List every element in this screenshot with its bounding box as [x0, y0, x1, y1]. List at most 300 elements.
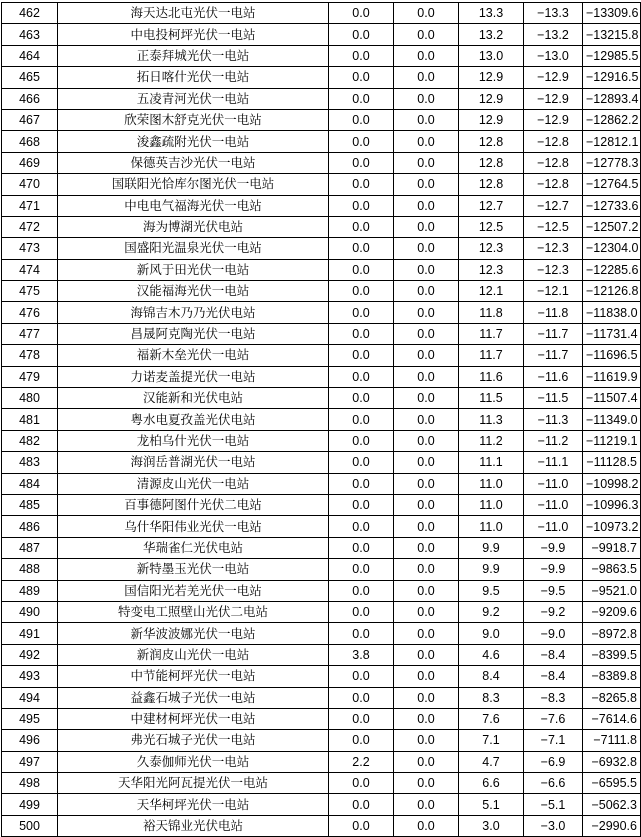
- value-4: −11.0: [524, 494, 583, 515]
- value-5: −12985.5: [583, 45, 641, 66]
- table-row: [2, 708, 641, 729]
- value-2: 0.0: [394, 195, 459, 216]
- table-row: [2, 730, 641, 751]
- value-5: −9918.7: [583, 537, 641, 558]
- value-5: −9521.0: [583, 580, 641, 601]
- row-index: 483: [2, 452, 58, 473]
- value-5: −11731.4: [583, 323, 641, 344]
- table-row: [2, 751, 641, 772]
- value-5: −12916.5: [583, 67, 641, 88]
- value-3: 11.0: [459, 473, 524, 494]
- value-5: −12285.6: [583, 259, 641, 280]
- value-4: −11.1: [524, 452, 583, 473]
- value-3: 11.6: [459, 366, 524, 387]
- value-5: −11507.4: [583, 388, 641, 409]
- table-row: [2, 45, 641, 66]
- value-1: 0.0: [329, 131, 394, 152]
- value-4: −11.5: [524, 388, 583, 409]
- value-3: 8.4: [459, 666, 524, 687]
- value-5: −7614.6: [583, 708, 641, 729]
- value-5: −11838.0: [583, 302, 641, 323]
- value-2: 0.0: [394, 751, 459, 772]
- row-index: 497: [2, 751, 58, 772]
- station-name: 久泰伽师光伏一电站: [58, 751, 329, 772]
- value-5: −12893.4: [583, 88, 641, 109]
- table-row: [2, 152, 641, 173]
- table-row: [2, 473, 641, 494]
- value-2: 0.0: [394, 559, 459, 580]
- table-row: [2, 259, 641, 280]
- row-index: 488: [2, 559, 58, 580]
- value-4: −12.5: [524, 216, 583, 237]
- value-1: 0.0: [329, 195, 394, 216]
- value-4: −9.9: [524, 559, 583, 580]
- value-2: 0.0: [394, 345, 459, 366]
- value-3: 13.0: [459, 45, 524, 66]
- value-4: −13.2: [524, 24, 583, 45]
- row-index: 495: [2, 708, 58, 729]
- value-1: 0.0: [329, 109, 394, 130]
- station-name: 弗光石城子光伏一电站: [58, 730, 329, 751]
- value-4: −12.9: [524, 88, 583, 109]
- value-1: 0.0: [329, 45, 394, 66]
- table-row: [2, 3, 641, 24]
- table-row: [2, 815, 641, 836]
- station-name: 中电电气福海光伏一电站: [58, 195, 329, 216]
- table-row: [2, 281, 641, 302]
- station-name: 国联阳光恰库尔图光伏一电站: [58, 174, 329, 195]
- value-1: 0.0: [329, 452, 394, 473]
- table-row: [2, 24, 641, 45]
- value-1: 0.0: [329, 302, 394, 323]
- value-2: 0.0: [394, 3, 459, 24]
- table-row: [2, 773, 641, 794]
- station-name: 拓日喀什光伏一电站: [58, 67, 329, 88]
- row-index: 476: [2, 302, 58, 323]
- value-4: −9.2: [524, 601, 583, 622]
- table-row: [2, 131, 641, 152]
- station-name: 乌什华阳伟业光伏一电站: [58, 516, 329, 537]
- row-index: 464: [2, 45, 58, 66]
- value-2: 0.0: [394, 815, 459, 836]
- value-1: 0.0: [329, 216, 394, 237]
- row-index: 466: [2, 88, 58, 109]
- value-4: −11.7: [524, 323, 583, 344]
- row-index: 484: [2, 473, 58, 494]
- value-1: 0.0: [329, 537, 394, 558]
- station-name: 天华柯坪光伏一电站: [58, 794, 329, 815]
- station-name: 海锦吉木乃乃光伏电站: [58, 302, 329, 323]
- value-3: 12.9: [459, 109, 524, 130]
- value-4: −12.1: [524, 281, 583, 302]
- value-3: 12.8: [459, 152, 524, 173]
- row-index: 469: [2, 152, 58, 173]
- value-4: −6.9: [524, 751, 583, 772]
- value-1: 3.8: [329, 644, 394, 665]
- value-4: −12.9: [524, 109, 583, 130]
- row-index: 462: [2, 3, 58, 24]
- value-2: 0.0: [394, 494, 459, 515]
- row-index: 471: [2, 195, 58, 216]
- station-name: 浚鑫疏附光伏一电站: [58, 131, 329, 152]
- row-index: 465: [2, 67, 58, 88]
- row-index: 499: [2, 794, 58, 815]
- station-name: 华瑞雀仁光伏电站: [58, 537, 329, 558]
- value-4: −11.0: [524, 473, 583, 494]
- station-name: 中电投柯坪光伏一电站: [58, 24, 329, 45]
- value-4: −11.2: [524, 430, 583, 451]
- row-index: 485: [2, 494, 58, 515]
- value-2: 0.0: [394, 644, 459, 665]
- station-name: 粤水电夏孜盖光伏电站: [58, 409, 329, 430]
- station-name: 力诺麦盖提光伏一电站: [58, 366, 329, 387]
- value-2: 0.0: [394, 773, 459, 794]
- value-2: 0.0: [394, 666, 459, 687]
- table-row: [2, 174, 641, 195]
- row-index: 494: [2, 687, 58, 708]
- value-3: 11.3: [459, 409, 524, 430]
- value-1: 0.0: [329, 773, 394, 794]
- value-1: 0.0: [329, 67, 394, 88]
- station-name: 新润皮山光伏一电站: [58, 644, 329, 665]
- value-1: 0.0: [329, 281, 394, 302]
- row-index: 492: [2, 644, 58, 665]
- station-name: 国盛阳光温泉光伏一电站: [58, 238, 329, 259]
- value-4: −8.4: [524, 644, 583, 665]
- row-index: 477: [2, 323, 58, 344]
- value-2: 0.0: [394, 687, 459, 708]
- value-2: 0.0: [394, 473, 459, 494]
- row-index: 480: [2, 388, 58, 409]
- value-5: −13215.8: [583, 24, 641, 45]
- value-4: −8.3: [524, 687, 583, 708]
- value-4: −6.6: [524, 773, 583, 794]
- value-4: −3.0: [524, 815, 583, 836]
- value-4: −11.8: [524, 302, 583, 323]
- table-row: [2, 109, 641, 130]
- row-index: 481: [2, 409, 58, 430]
- row-index: 490: [2, 601, 58, 622]
- value-2: 0.0: [394, 88, 459, 109]
- value-4: −7.1: [524, 730, 583, 751]
- value-5: −10973.2: [583, 516, 641, 537]
- station-name: 天华阳光阿瓦提光伏一电站: [58, 773, 329, 794]
- value-3: 9.2: [459, 601, 524, 622]
- value-5: −12304.0: [583, 238, 641, 259]
- value-5: −12812.1: [583, 131, 641, 152]
- value-2: 0.0: [394, 131, 459, 152]
- value-1: 0.0: [329, 3, 394, 24]
- value-5: −6932.8: [583, 751, 641, 772]
- table-row: [2, 88, 641, 109]
- table-row: [2, 323, 641, 344]
- table-row: [2, 516, 641, 537]
- value-2: 0.0: [394, 152, 459, 173]
- value-3: 11.7: [459, 345, 524, 366]
- value-1: 0.0: [329, 473, 394, 494]
- value-1: 0.0: [329, 815, 394, 836]
- value-5: −12126.8: [583, 281, 641, 302]
- value-4: −12.3: [524, 238, 583, 259]
- value-3: 12.3: [459, 259, 524, 280]
- value-1: 0.0: [329, 580, 394, 601]
- value-4: −5.1: [524, 794, 583, 815]
- value-3: 6.6: [459, 773, 524, 794]
- value-5: −12862.2: [583, 109, 641, 130]
- value-3: 4.6: [459, 644, 524, 665]
- value-2: 0.0: [394, 45, 459, 66]
- value-4: −11.0: [524, 516, 583, 537]
- value-5: −11619.9: [583, 366, 641, 387]
- value-4: −12.8: [524, 174, 583, 195]
- table-row: [2, 216, 641, 237]
- value-2: 0.0: [394, 323, 459, 344]
- table-row: [2, 559, 641, 580]
- value-4: −9.9: [524, 537, 583, 558]
- station-name: 五凌青河光伏一电站: [58, 88, 329, 109]
- row-index: 493: [2, 666, 58, 687]
- value-1: 0.0: [329, 708, 394, 729]
- value-1: 0.0: [329, 494, 394, 515]
- table-row: [2, 623, 641, 644]
- value-3: 12.7: [459, 195, 524, 216]
- value-1: 0.0: [329, 174, 394, 195]
- table-row: [2, 794, 641, 815]
- value-5: −12778.3: [583, 152, 641, 173]
- value-2: 0.0: [394, 730, 459, 751]
- value-2: 0.0: [394, 109, 459, 130]
- station-name: 新华波波娜光伏一电站: [58, 623, 329, 644]
- value-4: −13.3: [524, 3, 583, 24]
- value-2: 0.0: [394, 708, 459, 729]
- value-1: 0.0: [329, 430, 394, 451]
- value-1: 0.0: [329, 152, 394, 173]
- table-row: [2, 666, 641, 687]
- row-index: 467: [2, 109, 58, 130]
- value-2: 0.0: [394, 238, 459, 259]
- value-1: 0.0: [329, 388, 394, 409]
- station-name: 保德英吉沙光伏一电站: [58, 152, 329, 173]
- value-3: 12.9: [459, 67, 524, 88]
- value-3: 11.0: [459, 516, 524, 537]
- value-1: 0.0: [329, 559, 394, 580]
- value-2: 0.0: [394, 259, 459, 280]
- station-name: 清源皮山光伏一电站: [58, 473, 329, 494]
- row-index: 486: [2, 516, 58, 537]
- value-5: −2990.6: [583, 815, 641, 836]
- value-3: 11.7: [459, 323, 524, 344]
- value-4: −9.5: [524, 580, 583, 601]
- value-2: 0.0: [394, 24, 459, 45]
- value-2: 0.0: [394, 794, 459, 815]
- value-5: −11128.5: [583, 452, 641, 473]
- station-name: 昌晟阿克陶光伏一电站: [58, 323, 329, 344]
- table-row: [2, 494, 641, 515]
- station-name: 裕天锦业光伏电站: [58, 815, 329, 836]
- power-station-table: [1, 2, 641, 837]
- value-3: 11.5: [459, 388, 524, 409]
- table-row: [2, 452, 641, 473]
- value-2: 0.0: [394, 388, 459, 409]
- row-index: 479: [2, 366, 58, 387]
- station-name: 新特墨玉光伏一电站: [58, 559, 329, 580]
- table-row: [2, 687, 641, 708]
- value-1: 0.0: [329, 409, 394, 430]
- value-3: 12.3: [459, 238, 524, 259]
- value-2: 0.0: [394, 174, 459, 195]
- value-5: −7111.8: [583, 730, 641, 751]
- value-5: −8399.5: [583, 644, 641, 665]
- value-3: 5.1: [459, 794, 524, 815]
- value-3: 9.0: [459, 623, 524, 644]
- value-2: 0.0: [394, 537, 459, 558]
- row-index: 474: [2, 259, 58, 280]
- station-name: 国信阳光若羌光伏一电站: [58, 580, 329, 601]
- value-5: −8265.8: [583, 687, 641, 708]
- table-row: [2, 644, 641, 665]
- value-3: 8.3: [459, 687, 524, 708]
- value-3: 9.5: [459, 580, 524, 601]
- value-5: −12733.6: [583, 195, 641, 216]
- table-row: [2, 580, 641, 601]
- value-5: −5062.3: [583, 794, 641, 815]
- value-3: 9.9: [459, 559, 524, 580]
- value-3: 12.8: [459, 131, 524, 152]
- row-index: 475: [2, 281, 58, 302]
- value-5: −11349.0: [583, 409, 641, 430]
- table-row: [2, 366, 641, 387]
- station-name: 益鑫石城子光伏一电站: [58, 687, 329, 708]
- value-2: 0.0: [394, 302, 459, 323]
- row-index: 498: [2, 773, 58, 794]
- value-2: 0.0: [394, 580, 459, 601]
- value-3: 4.7: [459, 751, 524, 772]
- value-4: −7.6: [524, 708, 583, 729]
- value-4: −12.8: [524, 152, 583, 173]
- table-row: [2, 388, 641, 409]
- value-4: −12.7: [524, 195, 583, 216]
- value-2: 0.0: [394, 216, 459, 237]
- value-5: −11219.1: [583, 430, 641, 451]
- value-1: 0.0: [329, 366, 394, 387]
- value-5: −12507.2: [583, 216, 641, 237]
- value-3: 13.3: [459, 3, 524, 24]
- value-3: 11.8: [459, 302, 524, 323]
- value-3: 3.0: [459, 815, 524, 836]
- value-2: 0.0: [394, 281, 459, 302]
- station-name: 汉能福海光伏一电站: [58, 281, 329, 302]
- value-5: −9209.6: [583, 601, 641, 622]
- value-5: −6595.5: [583, 773, 641, 794]
- table-row: [2, 67, 641, 88]
- value-5: −12764.5: [583, 174, 641, 195]
- table-row: [2, 601, 641, 622]
- value-5: −10998.2: [583, 473, 641, 494]
- station-name: 欣荣图木舒克光伏一电站: [58, 109, 329, 130]
- value-3: 12.9: [459, 88, 524, 109]
- row-index: 500: [2, 815, 58, 836]
- row-index: 463: [2, 24, 58, 45]
- value-1: 0.0: [329, 323, 394, 344]
- station-name: 正泰拜城光伏一电站: [58, 45, 329, 66]
- value-2: 0.0: [394, 601, 459, 622]
- station-name: 龙柏乌什光伏一电站: [58, 430, 329, 451]
- value-3: 11.1: [459, 452, 524, 473]
- value-5: −11696.5: [583, 345, 641, 366]
- row-index: 473: [2, 238, 58, 259]
- value-4: −8.4: [524, 666, 583, 687]
- value-2: 0.0: [394, 366, 459, 387]
- value-3: 12.8: [459, 174, 524, 195]
- value-4: −11.7: [524, 345, 583, 366]
- station-name: 百事德阿图什光伏二电站: [58, 494, 329, 515]
- value-4: −13.0: [524, 45, 583, 66]
- value-2: 0.0: [394, 623, 459, 644]
- value-1: 0.0: [329, 601, 394, 622]
- value-5: −10996.3: [583, 494, 641, 515]
- value-1: 0.0: [329, 794, 394, 815]
- value-1: 0.0: [329, 687, 394, 708]
- row-index: 472: [2, 216, 58, 237]
- value-1: 0.0: [329, 24, 394, 45]
- table-row: [2, 238, 641, 259]
- row-index: 489: [2, 580, 58, 601]
- value-5: −8972.8: [583, 623, 641, 644]
- row-index: 487: [2, 537, 58, 558]
- station-name: 新风于田光伏一电站: [58, 259, 329, 280]
- value-1: 0.0: [329, 238, 394, 259]
- value-3: 7.6: [459, 708, 524, 729]
- row-index: 478: [2, 345, 58, 366]
- value-4: −11.6: [524, 366, 583, 387]
- row-index: 491: [2, 623, 58, 644]
- value-1: 2.2: [329, 751, 394, 772]
- station-name: 海为博湖光伏电站: [58, 216, 329, 237]
- value-1: 0.0: [329, 666, 394, 687]
- value-3: 12.5: [459, 216, 524, 237]
- row-index: 470: [2, 174, 58, 195]
- table-body: [2, 3, 641, 837]
- value-3: 7.1: [459, 730, 524, 751]
- station-name: 福新木垒光伏一电站: [58, 345, 329, 366]
- station-name: 海天达北屯光伏一电站: [58, 3, 329, 24]
- value-4: −12.8: [524, 131, 583, 152]
- value-1: 0.0: [329, 623, 394, 644]
- table-row: [2, 537, 641, 558]
- value-5: −13309.6: [583, 3, 641, 24]
- value-1: 0.0: [329, 88, 394, 109]
- value-2: 0.0: [394, 430, 459, 451]
- row-index: 496: [2, 730, 58, 751]
- row-index: 482: [2, 430, 58, 451]
- table-row: [2, 409, 641, 430]
- value-4: −11.3: [524, 409, 583, 430]
- value-3: 11.0: [459, 494, 524, 515]
- value-3: 12.1: [459, 281, 524, 302]
- station-name: 汉能新和光伏电站: [58, 388, 329, 409]
- value-3: 9.9: [459, 537, 524, 558]
- value-1: 0.0: [329, 516, 394, 537]
- value-1: 0.0: [329, 730, 394, 751]
- value-2: 0.0: [394, 67, 459, 88]
- table-row: [2, 302, 641, 323]
- value-4: −9.0: [524, 623, 583, 644]
- table-row: [2, 345, 641, 366]
- station-name: 中建材柯坪光伏一电站: [58, 708, 329, 729]
- value-3: 11.2: [459, 430, 524, 451]
- station-name: 海润岳普湖光伏一电站: [58, 452, 329, 473]
- row-index: 468: [2, 131, 58, 152]
